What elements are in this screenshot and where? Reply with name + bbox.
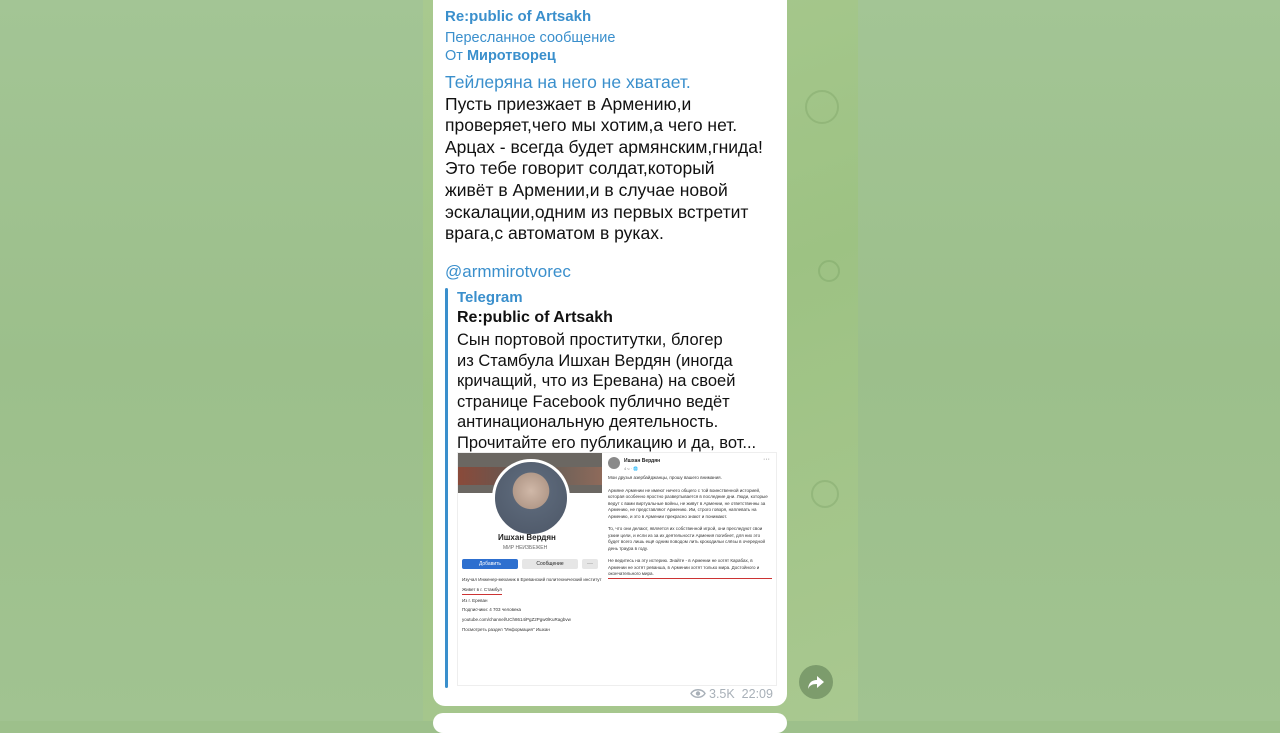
info-line: youtube.com/channel/UCh8614iPgZ2Pgw0lKuRagbvw xyxy=(462,617,571,623)
link-preview-title[interactable]: Re:public of Artsakh xyxy=(457,309,613,326)
preview-line: странице Facebook публично ведёт xyxy=(457,392,730,411)
message-line: живёт в Армении,и в случае новой xyxy=(445,179,728,200)
message-line: проверяет,чего мы хотим,а чего нет. xyxy=(445,115,738,136)
post-paragraph: Мои друзья азербайджанцы, прошу вашего внимания. xyxy=(608,475,722,480)
message-line: врага,с автоматом в руках. xyxy=(445,223,664,244)
forwarded-label: Пересланное сообщение xyxy=(445,30,616,46)
facebook-post-meta: 4 ч · 🌐 xyxy=(624,466,638,471)
message-line: эскалации,одним из первых встретит xyxy=(445,201,749,222)
post-paragraph: То, что они делают, является их собственной игрой, они преследуют свои узкие цели, и если из за их деятельности Армения погибнет, для них это будет всего лишь ещё одним поводом лить крокодильи слёзы в очередной день траура в году. xyxy=(608,526,766,551)
link-preview-image[interactable] xyxy=(457,452,777,686)
facebook-profile-subtitle: МИР НЕИЗБЕЖЕН xyxy=(503,545,548,551)
facebook-profile-name: Ишхан Вердян xyxy=(498,533,556,542)
preview-line: из Стамбула Ишхан Вердян (иногда xyxy=(457,351,733,370)
forwarded-from[interactable] xyxy=(445,48,556,64)
message-line: Пусть приезжает в Армению,и xyxy=(445,93,692,114)
blurred-background-right xyxy=(858,0,1280,721)
post-paragraph: Не ведитесь на эту истерию. Знайте - в Армении не хотят Карабах, в Армении не хотят реванша, в Армении хотят только мира. Достойного и окончательного мира. xyxy=(608,558,772,579)
facebook-post xyxy=(608,457,772,585)
facebook-add-friend-button: Добавить xyxy=(462,559,518,569)
info-line: Из г. Ереван xyxy=(462,597,488,603)
link-preview-description[interactable] xyxy=(457,330,777,454)
eye-icon xyxy=(690,688,706,702)
preview-line: Сын портовой проститутки, блогер xyxy=(457,331,723,349)
facebook-post-avatar xyxy=(608,457,620,469)
preview-line: Прочитайте его публикацию и да, вот... xyxy=(457,433,757,452)
message-meta xyxy=(690,687,773,702)
info-line: Живет в г. Стамбул xyxy=(462,587,502,595)
facebook-post-author: Ишхан Вердян xyxy=(624,458,661,464)
facebook-message-button: Сообщение xyxy=(522,559,578,569)
info-line: Подписчики: 4 703 человека xyxy=(462,607,522,613)
message-line: Арцах - всегда будет армянским,гнида! xyxy=(445,136,763,157)
message-first-line: Тейлеряна на него не хватает. xyxy=(445,72,691,92)
more-icon: ··· xyxy=(763,456,770,463)
forwarded-from-prefix: От xyxy=(445,48,467,64)
facebook-profile-photo xyxy=(492,459,570,537)
message-line: Это тебе говорит солдат,который xyxy=(445,158,715,179)
forwarded-from-name[interactable]: Миротворец xyxy=(466,48,556,64)
share-button[interactable] xyxy=(799,665,833,699)
next-message-bubble xyxy=(433,713,787,733)
preview-line: антинациональную деятельность. xyxy=(457,413,719,432)
channel-name[interactable]: Re:public of Artsakh xyxy=(445,8,592,25)
preview-line: кричащий, что из Еревана) на своей xyxy=(457,372,736,391)
view-count: 3.5K xyxy=(709,687,735,701)
link-preview-accent-bar xyxy=(445,288,448,688)
blurred-background-left xyxy=(0,0,423,721)
link-preview-site-name[interactable]: Telegram xyxy=(457,289,523,306)
mention-link[interactable]: @armmirotvorec xyxy=(445,262,571,281)
message-text xyxy=(445,72,785,245)
message-time: 22:09 xyxy=(741,687,773,701)
facebook-intro-info xyxy=(462,577,602,637)
info-line: Посмотреть раздел "Информация" Ишхан xyxy=(462,626,550,632)
info-line: Изучал Инженер-механик в Ереванский политехнический институт xyxy=(462,577,602,582)
post-paragraph: Армяне Армении не имеют ничего общего с той воинственной историей, которая особенно яростно развертывается в последние дни. Люди, которые ведут с вами виртуальные войны, не живут в Армении, не ответственны за Армению, не представляют Армению. Им, строго говоря, наплевать на Армению, и это в Армении прекрасно знают и понимают. xyxy=(608,487,768,519)
facebook-more-button: ··· xyxy=(582,559,598,569)
